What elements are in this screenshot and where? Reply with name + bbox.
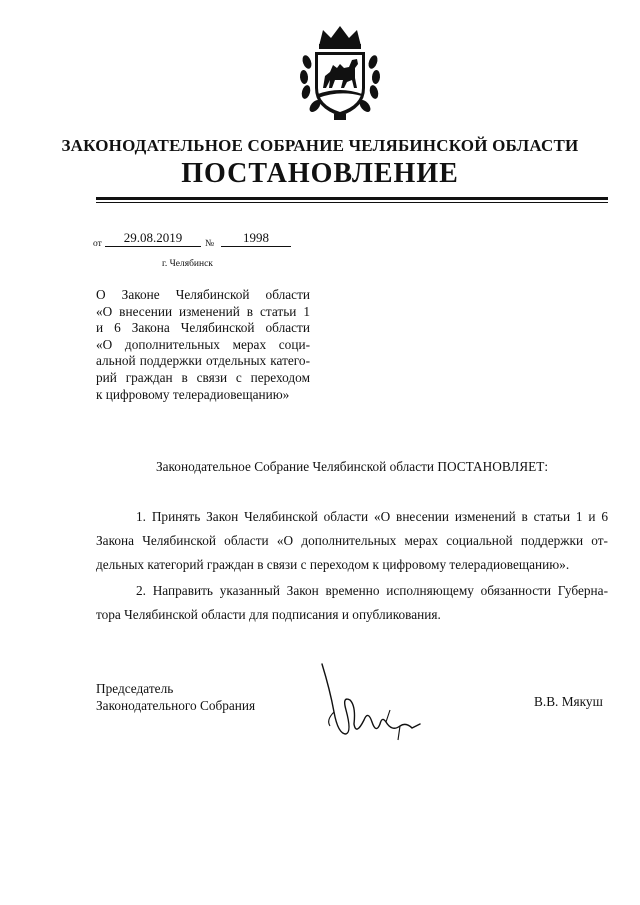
signatory-position (96, 680, 255, 714)
header-rule-thick (96, 197, 608, 200)
position-line: Законодательного Собрания (96, 698, 256, 713)
signatory-name: В.В. Мякуш (534, 694, 603, 709)
paragraph-line: 2. Направить указанный Закон временно исполняющему обязанности Губерна- (136, 583, 608, 598)
paragraph-line: Закона Челябинской области «О дополнительных мерах социальной поддержки от- (96, 533, 608, 548)
resolution-item-1 (96, 505, 608, 577)
resolves-statement: Законодательное Собрание Челябинской области ПОСТАНОВЛЯЕТ: (155, 459, 549, 474)
subject-line: к цифровому телерадиовещанию» (96, 386, 290, 402)
subject-line: и 6 Закона Челябинской области (96, 320, 310, 336)
city-label: г. Челябинск (162, 259, 213, 269)
paragraph-line: тора Челябинской области для подписания и опубликования. (96, 607, 441, 622)
subject-line: О Законе Челябинской области (96, 287, 310, 302)
chelyabinsk-coat-of-arms-icon (297, 22, 383, 124)
paragraph-line: 1. Принять Закон Челябинской области «О внесении изменений в статьи 1 и 6 (136, 509, 608, 524)
assembly-name: ЗАКОНОДАТЕЛЬНОЕ СОБРАНИЕ ЧЕЛЯБИНСКОЙ ОБЛАСТИ (61, 136, 579, 155)
subject-line: «О дополнительных мерах соци- (96, 336, 310, 352)
date-number-row (93, 230, 303, 250)
from-label: от (93, 239, 102, 249)
position-line: Председатель (96, 681, 174, 696)
resolution-item-2 (96, 579, 608, 627)
document-number: 1998 (221, 230, 291, 247)
number-label: № (205, 239, 215, 249)
paragraph-line: дельных категорий граждан в связи с переходом к цифровому телерадиовещанию». (96, 557, 570, 572)
handwritten-signature-icon (316, 660, 426, 760)
subject-line: рий граждан в связи с переходом (96, 369, 310, 385)
header-rule-thin (96, 202, 608, 203)
subject-block (96, 287, 310, 403)
document-title: ПОСТАНОВЛЕНИЕ (181, 158, 459, 189)
subject-line: альной поддержки отдельных катего- (96, 353, 310, 369)
document-date: 29.08.2019 (105, 230, 201, 247)
subject-line: «О внесении изменений в статьи 1 (96, 303, 310, 319)
